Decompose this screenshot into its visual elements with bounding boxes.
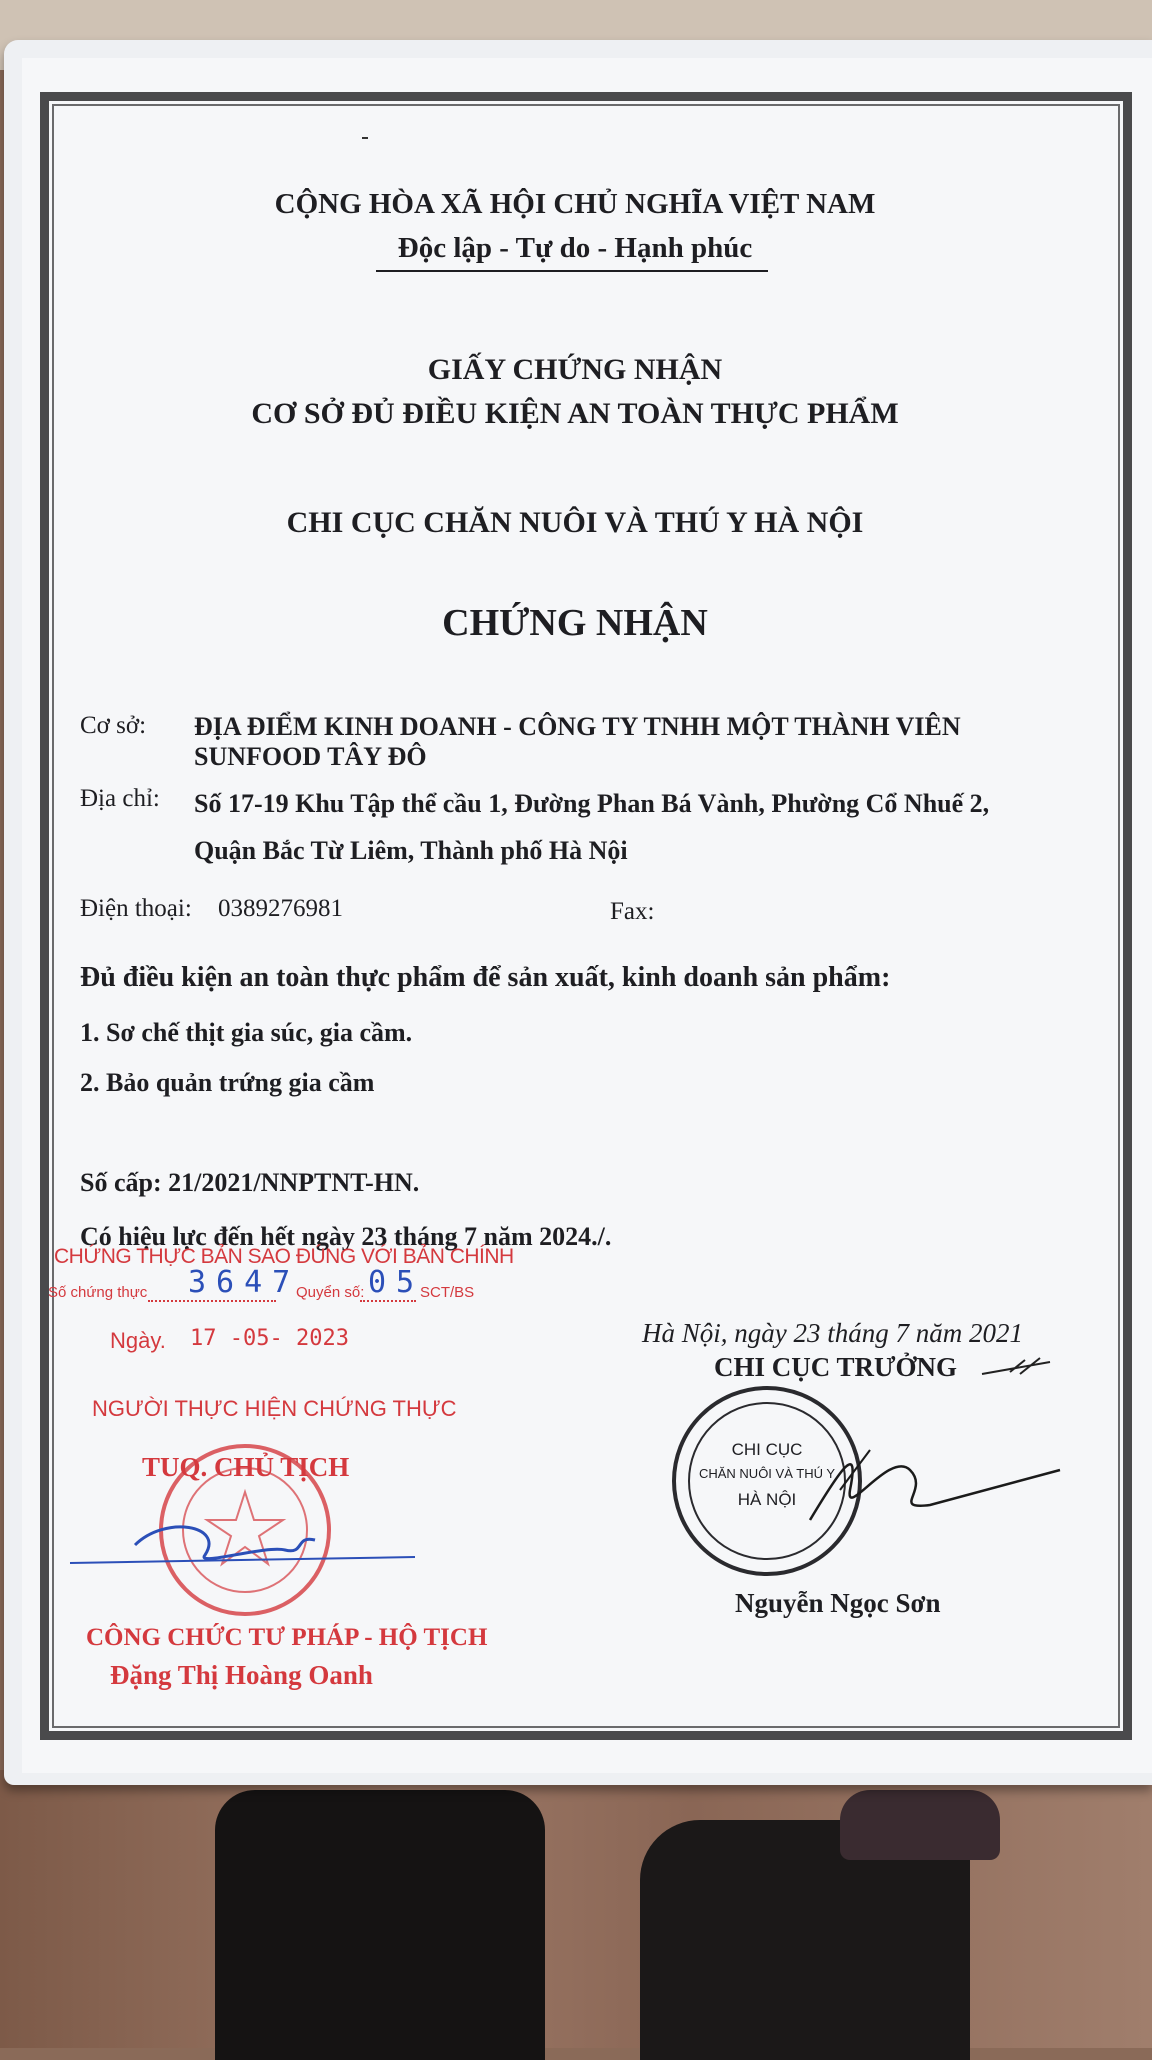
- fax-label: Fax:: [610, 898, 655, 925]
- motto-underline: [376, 270, 768, 272]
- title-flourish-icon: [980, 1352, 1060, 1382]
- nation-heading: CỘNG HÒA XÃ HỘI CHỦ NGHĨA VIỆT NAM: [274, 188, 876, 220]
- certificate-title: GIẤY CHỨNG NHẬN: [427, 353, 723, 386]
- seal-text-line1: CHI CỤC: [731, 1440, 803, 1459]
- auth-book-label: Quyển số:: [296, 1284, 365, 1301]
- phone-label: Điện thoại:: [80, 895, 192, 922]
- photo-shoe: [840, 1790, 1000, 1860]
- scope-item-2: 2. Bảo quản trứng gia cầm: [80, 1068, 375, 1097]
- address-label: Địa chỉ:: [80, 785, 160, 812]
- scope-lead: Đủ điều kiện an toàn thực phẩm để sản xuất, kinh doanh sản phẩm:: [80, 962, 891, 993]
- auth-number-dots: [148, 1300, 276, 1302]
- photo-leg-left: [215, 1790, 545, 2060]
- print-mark: [362, 137, 368, 139]
- auth-book-suffix: SCT/BS: [420, 1284, 475, 1301]
- auth-performer: NGƯỜI THỰC HIỆN CHỨNG THỰC: [92, 1396, 457, 1421]
- auth-book-value: 05: [368, 1265, 425, 1300]
- auth-date-label: Ngày.: [110, 1328, 166, 1353]
- auth-number-value: 3647: [188, 1265, 301, 1300]
- auth-number-label: Số chứng thực: [48, 1284, 148, 1301]
- place-date: Hà Nội, ngày 23 tháng 7 năm 2021: [642, 1318, 1023, 1348]
- certifies-heading: CHỨNG NHẬN: [442, 602, 708, 644]
- auth-heading: CHỨNG THỰC BẢN SAO ĐÚNG VỚI BẢN CHÍNH: [54, 1245, 514, 1268]
- issuing-agency: CHI CỤC CHĂN NUÔI VÀ THÚ Y HÀ NỘI: [286, 506, 864, 539]
- scope-item-1: 1. Sơ chế thịt gia súc, gia cầm.: [80, 1018, 413, 1047]
- auth-book-dots: [360, 1300, 416, 1302]
- validity: Có hiệu lực đến hết ngày 23 tháng 7 năm 2024./.: [80, 1222, 612, 1251]
- address-line2: Quận Bắc Từ Liêm, Thành phố Hà Nội: [194, 836, 628, 865]
- auth-official-title: CÔNG CHỨC TƯ PHÁP - HỘ TỊCH: [86, 1624, 488, 1651]
- facility-label: Cơ sở:: [80, 712, 147, 739]
- phone-value: 0389276981: [218, 895, 343, 922]
- signer-title: CHI CỤC TRƯỞNG: [714, 1352, 958, 1382]
- facility-name-line2: SUNFOOD TÂY ĐÔ: [194, 742, 427, 771]
- auth-role: TUQ. CHỦ TỊCH: [142, 1452, 350, 1482]
- signer-name: Nguyễn Ngọc Sơn: [735, 1588, 941, 1618]
- motto: Độc lập - Tự do - Hạnh phúc: [397, 232, 753, 264]
- official-signature-icon: [65, 1505, 425, 1585]
- seal-text-line2: CHĂN NUÔI VÀ THÚ Y: [698, 1466, 836, 1481]
- facility-name-line1: ĐỊA ĐIỂM KINH DOANH - CÔNG TY TNHH MỘT THÀNH VIÊN: [194, 712, 961, 741]
- seal-text-line3: HÀ NỘI: [737, 1490, 797, 1509]
- address-line1: Số 17-19 Khu Tập thể cầu 1, Đường Phan Bá Vành, Phường Cổ Nhuế 2,: [194, 789, 990, 818]
- auth-date-value: 17 -05- 2023: [190, 1326, 349, 1351]
- issue-number: Số cấp: 21/2021/NNPTNT-HN.: [80, 1168, 420, 1197]
- director-signature-icon: [800, 1430, 1070, 1540]
- auth-official-name: Đặng Thị Hoàng Oanh: [110, 1660, 373, 1690]
- certificate-subtitle: CƠ SỞ ĐỦ ĐIỀU KIỆN AN TOÀN THỰC PHẨM: [251, 397, 899, 430]
